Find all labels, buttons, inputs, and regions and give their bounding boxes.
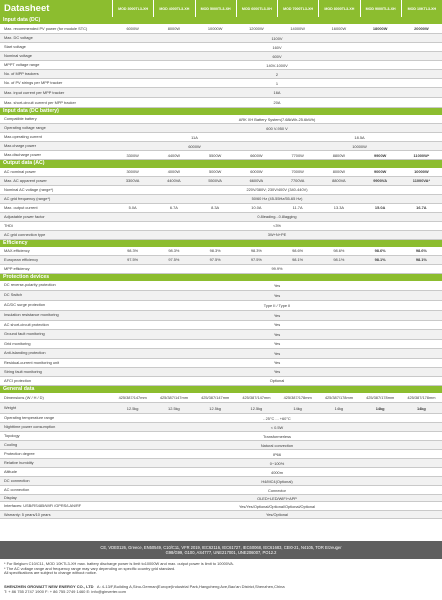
spec-value: 14kg [334,405,344,411]
certifications-band [0,541,442,559]
spec-row [0,281,442,291]
spec-value: 14kg [375,405,385,411]
spec-value: < 0.5W [270,424,284,430]
spec-label: Grid monitoring [4,340,31,346]
spec-value: 14kg [293,405,302,411]
spec-value: 10.0A [251,205,262,211]
spec-value: 7700VA [290,178,305,184]
spec-value: 6600W [250,152,263,158]
spec-row [0,495,442,502]
spec-row [0,502,442,511]
spec-value: 3000W [126,169,139,175]
spec-value: 8800W [332,152,346,158]
spec-row [0,340,442,349]
spec-value: 6600VA [249,178,264,184]
spec-value: 20000W [414,26,429,32]
spec-value: 425/387/178mm [324,395,353,401]
spec-value: Yes [273,369,281,375]
spec-value: 11000W* [413,152,430,158]
spec-row [0,403,442,414]
spec-value: 98.1% [292,257,304,263]
footnotes [0,559,442,576]
spec-row [0,459,442,468]
spec-value: 425/387/147mm [201,395,230,401]
spec-value: 600 V-950 V [266,125,288,131]
spec-row [0,222,442,231]
spec-row [0,265,442,274]
spec-label: Start voltage [4,44,26,50]
spec-row [0,477,442,486]
spec-value: 6.7A [169,205,178,211]
spec-value: 6000W [250,169,263,175]
spec-value: 16A [273,90,281,96]
spec-row [0,151,442,160]
spec-value: 425/387/178mm [366,395,395,401]
spec-value: 99.9% [271,266,283,272]
company-address: A: 4-13/F,Building A,Sino-German(Europe)Industrial Park,Hangcheng Ave,Bao'an District,Shenzhen,China [96,584,285,589]
spec-value: Yes [273,312,281,318]
spec-row [0,204,442,213]
spec-value: 7000W [291,169,304,175]
spec-label: Max. output current [4,204,38,210]
spec-value: 16.7A [416,205,427,211]
spec-row [0,61,442,70]
spec-value: 98.6% [374,248,386,254]
footnote: * For Belgium C10/C11, MOD 10KTL3-XH max. battery discharge power is limit to10000W and max. output power is limit to 10000VA. [4,561,234,566]
spec-value: 6000W [126,26,139,32]
header-bar [0,0,442,17]
spec-label: European efficiency [4,256,39,262]
section-header: Input data (DC) [0,17,442,24]
spec-value: Yes [273,350,281,356]
spec-value: 0~100% [269,460,285,466]
section-header: Protection devices [0,274,442,281]
spec-value: 98.3% [127,248,139,254]
spec-value: 425/387/147mm [242,395,271,401]
spec-label: AC grid connection type [4,231,46,237]
spec-value: 0.8leading...0.8lagging [257,214,297,220]
spec-label: Relative humidity [4,460,34,466]
spec-value: 98.6% [333,248,345,254]
spec-value: 10000W [352,143,367,149]
spec-row [0,186,442,195]
spec-value: 14kg [416,405,426,411]
spec-value: 11.7A [292,205,303,211]
spec-value: 8000W [332,169,346,175]
spec-value: 20A [273,100,281,106]
spec-row [0,291,442,301]
spec-value: Transformerless [263,433,291,439]
spec-value: 425/387/178mm [407,395,436,401]
spec-label: DC reverse-polarity protection [4,282,56,288]
spec-label: AC connection [4,487,30,493]
spec-row [0,414,442,423]
spec-label: AFCI protection [4,377,32,383]
spec-value: 14000W [290,26,305,32]
spec-value: 98.6% [292,248,304,254]
section-header: General data [0,386,442,393]
spec-value: 5500W [208,152,222,158]
spec-label: Compatible battery [4,116,37,122]
model-header: MOD 3000TL3-XH [113,0,153,17]
spec-label: No. of MPP trackers [4,71,39,77]
model-header: MOD 7000TL3-XH [278,0,318,17]
model-header: MOD 4000TL3-XH [154,0,194,17]
spec-value: 8.3A [211,205,220,211]
spec-row [0,441,442,450]
spec-label: Adjustable power factor [4,213,45,219]
spec-label: Altitude [4,469,17,475]
spec-value: 50/60 Hz (45-55Hz/55-65 Hz) [251,196,303,202]
spec-label: AC short-circuit protection [4,321,49,327]
spec-label: THDi [4,222,13,228]
spec-value: 97.5% [127,257,139,263]
spec-value: Connector [268,487,286,493]
spec-row [0,330,442,340]
spec-value: Type II / Type II [263,302,291,308]
spec-value: 425/387/147mm [118,395,147,401]
spec-value: 16000W [331,26,347,32]
spec-value: 18000W [372,26,388,32]
model-header: MOD 6000TL3-XH [237,0,277,17]
spec-row [0,88,442,98]
spec-row [0,450,442,459]
spec-label: Max. recommended PV power (for module STC) [4,25,88,31]
spec-value: ARK XH Battery System(7.68kWh-25.6kWh) [238,116,316,122]
spec-value: 8000W [167,26,181,32]
model-header: MOD 8000TL3-XH [319,0,359,17]
spec-row [0,24,442,34]
spec-value: 98.1% [415,257,427,263]
company-contacts: T: + 86 755 2747 1900 F: + 86 755 2749 1460 E: info@ginverter.com [4,589,126,594]
spec-value: 97.5% [168,257,180,263]
spec-value: 13.3A [333,205,344,211]
spec-value: Yes [273,322,281,328]
spec-value: 5000W [208,169,222,175]
spec-row [0,133,442,142]
spec-value: 97.5% [209,257,221,263]
spec-value: 98.3% [209,248,221,254]
spec-row [0,511,442,519]
spec-value: <3% [273,223,281,229]
spec-value: - 25°C ... +60°C [263,415,291,421]
spec-label: Operating temperature range [4,415,55,421]
spec-row [0,213,442,222]
spec-value: 97.5% [250,257,262,263]
spec-row [0,195,442,204]
spec-row [0,393,442,403]
spec-value: 12000W [249,26,264,32]
spec-label: Nominal AC voltage (range*) [4,186,54,192]
spec-label: Residual-current monitoring unit [4,359,60,365]
spec-value: Yes [273,331,281,337]
model-header: MOD 5000TL3-XH [196,0,236,17]
spec-value: H4/MC4(Optional) [261,478,293,484]
spec-label: AC/DC surge protection [4,302,46,308]
spec-value: 98.6% [415,248,427,254]
spec-value: Yes/Yes/Optional/Optional/Optional/Optional [238,503,316,509]
spec-label: Ground fault monitoring [4,331,45,337]
footer [0,541,442,576]
spec-row [0,34,442,43]
spec-label: Max.operating current [4,134,42,140]
spec-value: 12.5kg [168,405,180,411]
spec-value: 160V [272,44,282,50]
spec-value: 98.1% [333,257,345,263]
spec-label: Dimensions (W / H / D) [4,394,44,400]
spec-label: Warranty: 5 years/10 years [4,511,51,517]
spec-value: 10000W [207,26,223,32]
spec-value: 9900VA [373,178,388,184]
spec-value: 220V/380V; 230V/400V (340-440V) [246,187,308,193]
spec-value: 7700W [291,152,304,158]
section-header: Efficiency [0,240,442,247]
section-header: Input data (DC battery) [0,108,442,115]
spec-row [0,486,442,495]
spec-row [0,432,442,441]
spec-label: Weight [4,405,17,411]
spec-value: Yes [273,360,281,366]
certifications-line-2: G98/G99, G100, AS4777, UNE217001, UNE206007, PO12.2 [165,550,277,555]
spec-value: 15.0A [374,205,386,211]
model-header: MOD 9000TL3-XH [361,0,401,17]
spec-label: Nighttime power consumption [4,424,56,430]
page-title: Datasheet [0,0,112,17]
spec-value: 4000W [167,169,181,175]
spec-value: 18.5A [354,134,365,140]
spec-value: 425/387/178mm [283,395,312,401]
spec-label: Cooling [4,442,18,448]
spec-row [0,377,442,386]
spec-value: 9000W [373,169,387,175]
spec-label: Max. input current per MPP tracker [4,89,65,95]
spec-value: Yes [273,282,281,288]
spec-value: 12.5kg [209,405,221,411]
spec-label: AC grid frequency (range*) [4,195,51,201]
spec-value: 2 [275,71,279,77]
spec-row [0,52,442,61]
spec-label: Protection degree [4,451,35,457]
spec-label: Anti-islanding protection [4,350,46,356]
spec-row [0,79,442,88]
spec-value: 12.5kg [250,405,263,411]
section-header: Output data (AC) [0,160,442,167]
spec-label: Display [4,495,17,501]
spec-value: 425/387/147mm [159,395,188,401]
spec-label: DC Switch [4,292,23,298]
spec-label: Max. DC voltage [4,35,33,41]
spec-label: AC nominal power [4,168,36,174]
spec-value: 98.1% [374,257,386,263]
spec-label: DC connection [4,478,30,484]
spec-value: 1 [275,80,279,86]
spec-label: Topology [4,433,20,439]
spec-label: MPP efficiency [4,265,30,271]
spec-value: OLED+LED/WIFI+APP [257,495,297,501]
spec-row [0,168,442,177]
spec-value: 4400W [167,152,181,158]
spec-label: MPPT voltage range [4,62,40,68]
spec-row [0,231,442,240]
spec-row [0,43,442,52]
spec-value: 10000W [414,169,429,175]
spec-label: No. of PV strings per MPP tracker [4,80,63,86]
spec-row [0,321,442,330]
spec-value: Natural convection [260,442,294,448]
spec-label: MAX.efficiency [4,247,30,253]
spec-row [0,98,442,108]
spec-label: String fault monitoring [4,368,42,374]
spec-value: 9900W [373,152,387,158]
spec-row [0,349,442,359]
spec-label: Nominal voltage [4,53,32,59]
spec-table [0,17,442,519]
spec-row [0,256,442,265]
spec-value: 1100V [271,35,283,41]
spec-value: 600V [272,53,282,59]
spec-label: Insulation resistance monitoring [4,312,59,318]
spec-value: 11A [191,134,198,140]
spec-value: 6000W [188,143,201,149]
spec-row [0,177,442,186]
spec-value: 5.0A [128,205,137,211]
spec-label: Max.charge power [4,143,37,149]
footnote: All specifications are subject to change without notice. [4,570,97,576]
spec-row [0,124,442,133]
spec-row [0,142,442,151]
spec-row [0,70,442,79]
spec-value: 3300VA [125,178,140,184]
certifications-line-1: CE, VDE0126, Greece, EN50549, C10/C11, VFR 2019, IEC62116, IEC61727, IEC60068, IEC61683, CEI0-21, N4105, TOR Erzeuger [100,544,342,550]
spec-value: 11000VA* [412,178,430,184]
spec-row [0,359,442,368]
spec-label: Operating voltage range [4,125,46,131]
company-name: SHENZHEN GROWATT NEW ENERGY CO., LTD [4,584,94,589]
spec-value: 98.3% [168,248,180,254]
spec-value: Yes/Optional [266,512,288,518]
spec-value: 8800VA [332,178,346,184]
spec-label: Interfaces: USB/RS485/WiFi /GPRS/LAN/RF [4,503,82,509]
spec-value: Yes [273,292,281,298]
spec-value: 3300W [126,152,139,158]
spec-label: Max. AC apparent power [4,177,47,183]
spec-label: Max.discharge power [4,152,41,158]
company-info [4,584,438,594]
footnote: * The AC voltage range and frequency range may vary depending on specific country grid standard. [4,565,176,571]
spec-value: 98.3% [250,248,262,254]
spec-value: 5500VA [208,178,222,184]
spec-row [0,468,442,477]
spec-value: 4400VA [167,178,181,184]
spec-value: 140V-1000V [266,62,288,68]
spec-row [0,247,442,256]
spec-value: Yes [273,341,281,347]
spec-value: IP66 [272,451,281,457]
spec-value: 3W+N+PE [267,232,287,238]
spec-label: Max. short-circuit current per MPP tracker [4,99,76,105]
spec-value: Optional [269,378,285,384]
spec-row [0,368,442,377]
spec-row [0,115,442,124]
spec-row [0,301,442,311]
spec-row [0,311,442,321]
spec-value: 4000m [271,469,283,475]
spec-row [0,423,442,432]
model-header: MOD 10KTL3-XH [402,0,442,17]
spec-value: 12.5kg [126,405,139,411]
